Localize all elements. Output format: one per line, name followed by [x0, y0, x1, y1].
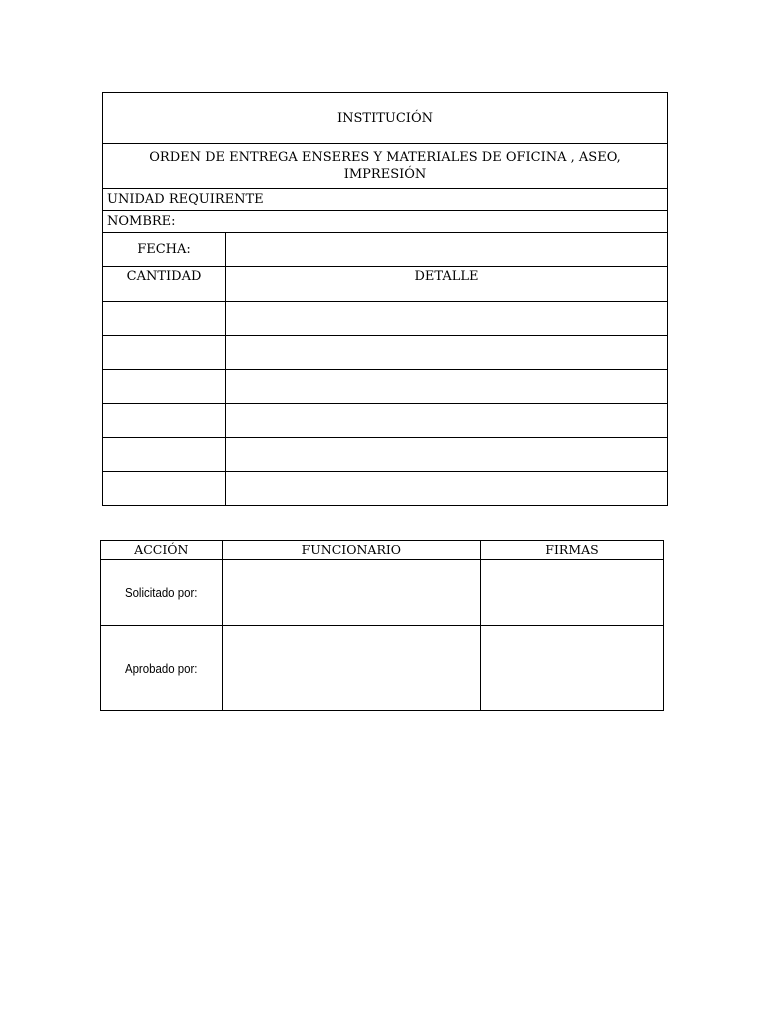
date-label: FECHA: [103, 233, 226, 267]
table-row [103, 472, 668, 506]
official-column-header: FUNCIONARIO [222, 541, 480, 560]
requested-by-official-cell[interactable] [222, 560, 480, 626]
table-row [103, 438, 668, 472]
detail-cell[interactable] [226, 404, 668, 438]
requested-by-cell [101, 560, 223, 626]
detail-cell[interactable] [226, 336, 668, 370]
approved-by-official-cell[interactable] [222, 626, 480, 711]
quantity-cell[interactable] [103, 302, 226, 336]
quantity-column-header: CANTIDAD [103, 267, 226, 302]
table-row [103, 370, 668, 404]
order-form-table [102, 92, 668, 506]
detail-column-header: DETALLE [226, 267, 668, 302]
approved-by-label: Aprobado por: [125, 660, 198, 676]
institution-heading: INSTITUCIÓN [103, 93, 668, 144]
signatures-table [100, 540, 664, 711]
name-label: NOMBRE: [103, 211, 668, 233]
requested-by-signature-cell[interactable] [481, 560, 664, 626]
table-row [101, 560, 664, 626]
quantity-cell[interactable] [103, 438, 226, 472]
table-row [103, 336, 668, 370]
detail-cell[interactable] [226, 302, 668, 336]
signatures-column-header: FIRMAS [481, 541, 664, 560]
detail-cell[interactable] [226, 438, 668, 472]
requesting-unit-label: UNIDAD REQUIRENTE [103, 189, 668, 211]
table-row [103, 404, 668, 438]
quantity-cell[interactable] [103, 472, 226, 506]
detail-cell[interactable] [226, 370, 668, 404]
form-title: ORDEN DE ENTREGA ENSERES Y MATERIALES DE OFICINA , ASEO, IMPRESIÓN [103, 144, 668, 189]
approved-by-signature-cell[interactable] [481, 626, 664, 711]
action-column-header: ACCIÓN [101, 541, 223, 560]
requested-by-label: Solicitado por: [125, 585, 198, 600]
date-field[interactable] [226, 233, 668, 267]
quantity-cell[interactable] [103, 370, 226, 404]
approved-by-cell [101, 626, 223, 711]
quantity-cell[interactable] [103, 404, 226, 438]
detail-cell[interactable] [226, 472, 668, 506]
table-row [101, 626, 664, 711]
table-row [103, 302, 668, 336]
quantity-cell[interactable] [103, 336, 226, 370]
